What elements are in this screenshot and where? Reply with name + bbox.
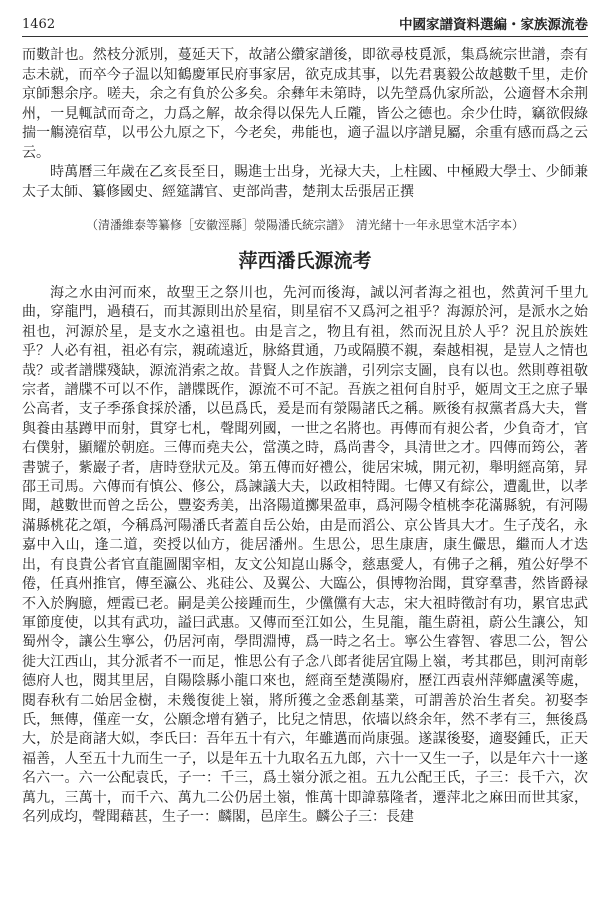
page-content <box>22 46 588 827</box>
source-citation: （清潘維泰等纂修［安徽涇縣］滎陽潘氏統宗譜》 清光緒十一年永思堂木活字本） <box>85 218 524 232</box>
page-number: 1462 <box>22 17 56 32</box>
running-title: 中國家譜資料選編・家族源流卷 <box>399 17 588 33</box>
section-title: 萍西潘氏源流考 <box>238 250 372 272</box>
preface-tail-paragraph: 而數計也。然枝分派別，蔓延天下，故諸公纘家譜後，即欲尋枝覓派，集爲統宗世譜，柰有志未就，而卒今子温以知鶴慶軍民府事家居，欲克成其事，以先君裏毅公故越數千里，走价京師懇余序。嗟夫，余之有負於公多矣。余彝年未第時，以先塋爲仇家所訟，公適督木余荆州，一見輒試而奇之，力爲之解，故余得以保先人丘隴，皆公之德也。余少仕時，竊欲假綠揣一觴澆宿草，以弔公九原之下，今老矣，弗能也，適子温以序譜見屬，余重有感而爲之云云。 <box>22 47 588 161</box>
page-header <box>22 14 588 37</box>
body-paragraph: 海之水由河而來，故聖王之祭川也，先河而後海，誠以河者海之祖也，然黄河千里九曲，穿龍門，過積石，而其源則出於星宿，則星宿不又爲河之祖乎？海源於河，是派水之始祖也，河源於星，是支水之遠祖也。由是言之，物且有祖，然而況且於人乎？況且於族姓乎？人必有祖，祖必有宗，親疏遠近，脉絡貫通，乃或隔膜不親，秦越相視，是豈人之情也哉？或者譜牒殘缺，源流消索之故。昔賢人之作族譜，引列宗支圖，良有以也。然則尊祖敬宗者，譜牒不可以不作，譜牒既作，源流不可不記。吾族之祖何自肘乎，姬周文王之庶子畢公高者，支子季孫食採於潘，以邑爲氏，爰是而有滎陽諸氏之稱。厥後有叔黨者爲大夫，嘗與養由基蹲甲而射，貫穿七札，聲聞列國，一世之名將也。再傳而有昶公者，少負奇才，官右僕射，顯耀於朝庭。三傳而堯夫公，當漢之時，爲尚書令，具清世之才。四傳而筠公，著書號子，紫巖子者，唐時登狀元及。第五傳而好禮公，徙居宋城，開元初，舉明經高第，昇邵王司馬。六傳而有慎公、修公，爲諫議大夫，以政相特聞。七傳又有綜公，遭亂世，以孝聞，越數世而曾之岳公，豐姿秀美，出洛陽道擲果盈車，爲河陽令植桃李花滿縣貌，有河陽滿縣桃花之頌，今稱爲河陽潘氏者蓋自岳公始，由是而滔公、京公皆具大才。生子茂名，永嘉中入山，逢二道，奕授以仙方，徙居潘州。生思公，思生康唐，康生儼思，繼而人才迭出，有良貴公者官直龍圖閣宰相，友文公知崑山縣令，慈惠愛人，有佛子之稱，殖公好學不倦，任真州推官，傳至瀛公、兆硅公、及翼公、大臨公，俱博物治聞，貫穿羣書，然皆爵禄不入於胸臆，煙霞已老。嗣是美公接踵而生，少儻儻有大志，宋大祖時徵討有功，累官忠武軍節度使，以其有武功，謚曰武惠。又傳而至江如公，生見龍，龍生蔚祖，蔚公生讓公，知蜀州令，讓公生寧公，仍居河南，學問淵博，爲一時之名士。寧公生睿智、睿思二公，智公徙大江西山，其分派者不一而足，惟思公有子念八郎者徙居宜陽上嶺，考其郡邑，則河南彰德府人也，閱其里居，自陽陰縣小龍口來也，經商至楚漢陽府，歷江西袁州萍鄉盧溪等處，閱春秋有二始居金樹，未幾復徙上嶺，將所獲之金悉創基業，可謂善於治生者矣。初娶李氏，無傳，僅産一女，公願念增有猶子，比兒之情思，依墙以終余年，然不孝有三，無後爲大，於是商諸大姒，李氏曰：吾年五十有六，年雖邁而尚康强。遂謀後娶，適娶鍾氏，正天福善，人至五十九而生一子，以是年五十九取名五九郎，六十一又生一子，以是年六十一遂名六一。六一公配袁氏，子一：千三，爲土嶺分派之祖。五九公配王氏，子三：長千六，次萬九，三萬十，而千六、萬九二公仍居土嶺，惟萬十即諱慕隆者，遷萍北之麻田而世其家，名列成均，聲聞藉甚，生子一：麟閣，邑庠生。麟公子三：長建 <box>22 285 588 825</box>
preface-signature-paragraph: 時萬曆三年歲在乙亥長至日，賜進士出身，光禄大夫，上柱國、中極殿大學士、少師兼太子太師、纂修國史、經筵講官、吏部尚書，楚荆太岳張居正撰 <box>22 164 588 200</box>
